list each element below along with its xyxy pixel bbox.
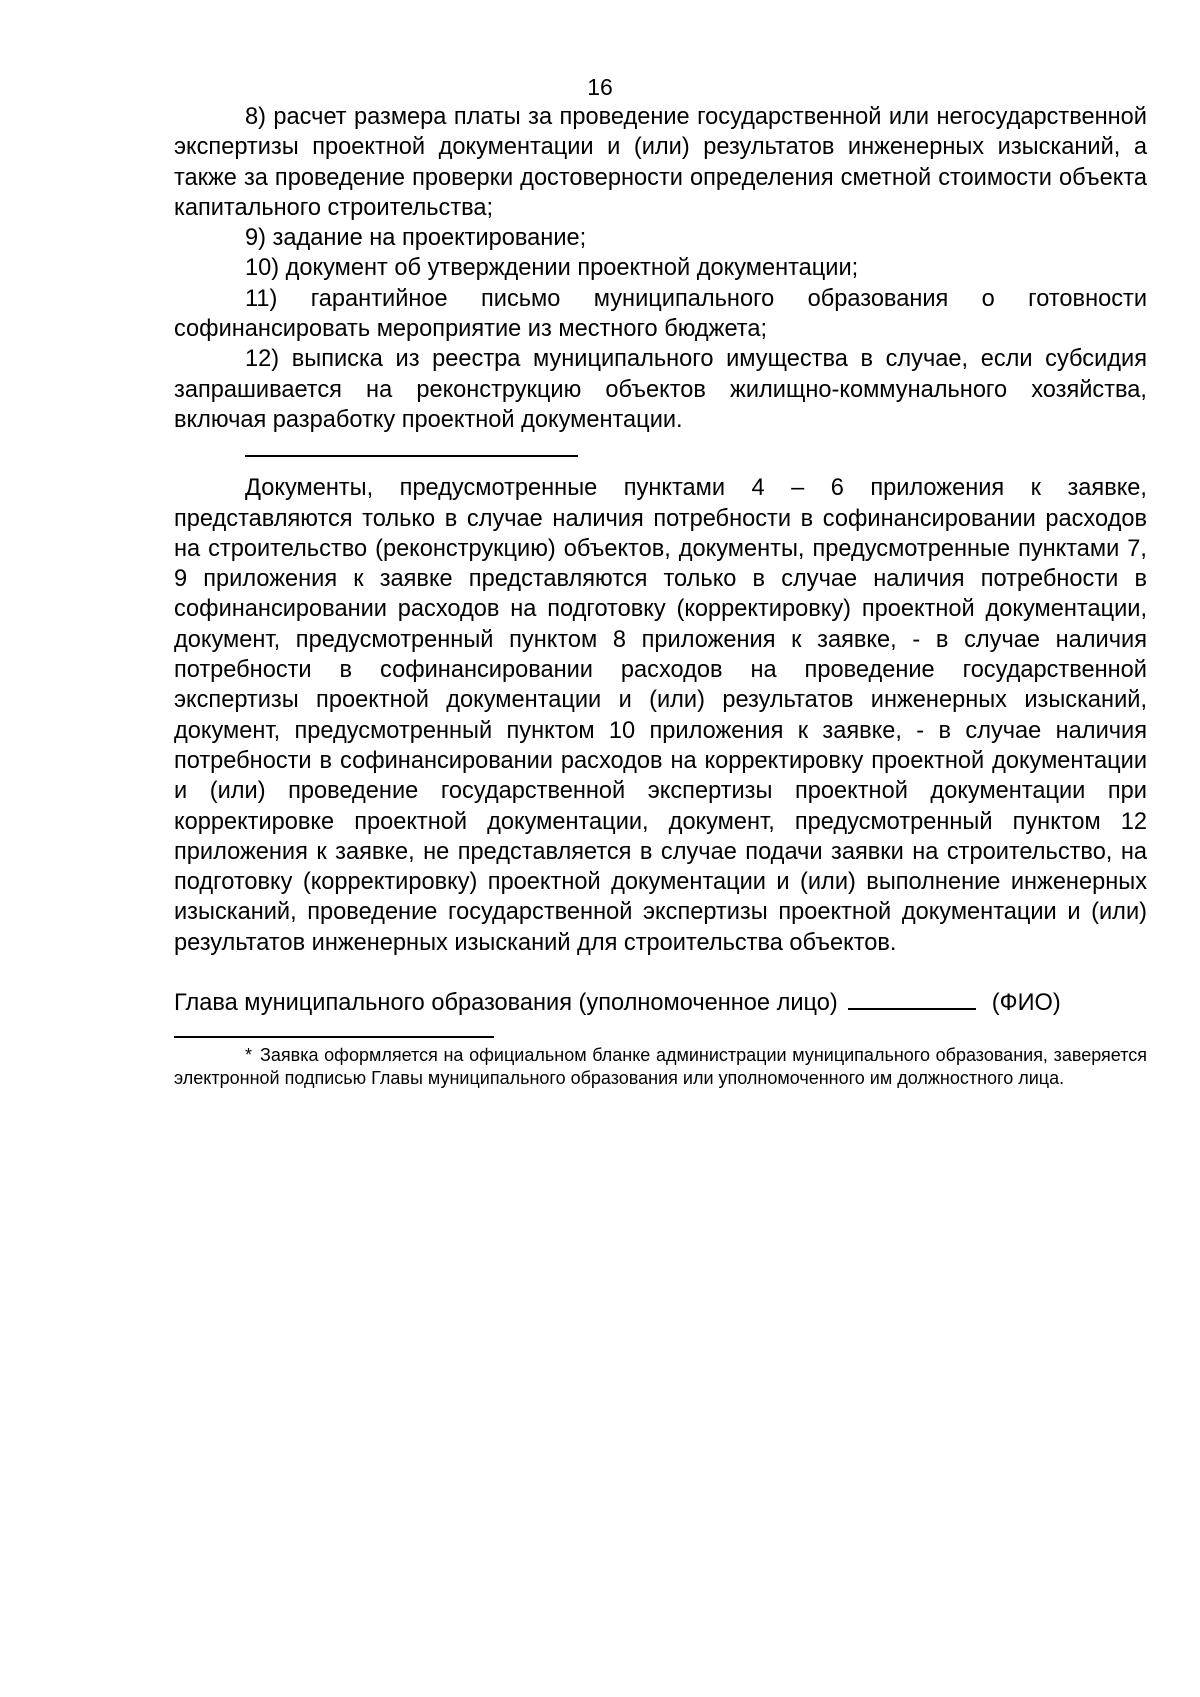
document-body	[174, 102, 1147, 1089]
footnote-separator	[174, 1036, 494, 1038]
list-item-10: 10) документ об утверждении проектной документации;	[245, 255, 859, 282]
signature-line	[174, 988, 1147, 1018]
footnote-text: Заявка оформляется на официальном бланке администрации муниципального образования, заверяется электронной подписью Главы муниципального образования или уполномоченного им должностного лица.	[174, 1045, 1147, 1088]
list-item-9: 9) задание на проектирование;	[245, 225, 587, 252]
signature-fio: (ФИО)	[991, 990, 1061, 1017]
footnote-mark: *	[245, 1045, 253, 1066]
list-item-11: 11) гарантийное письмо муниципального образования о готовности софинансировать мероприятие из местного бюджета;	[174, 285, 1147, 343]
signature-label: Глава муниципального образования (уполномоченное лицо)	[174, 990, 838, 1017]
footnote	[174, 1044, 1147, 1089]
signature-blank	[848, 988, 976, 1010]
page-number: 16	[587, 74, 613, 100]
note-paragraph: Документы, предусмотренные пунктами 4 – 6 приложения к заявке, представляются только в случае наличия потребности в софинансировании расходов на строительство (реконструкцию) объектов, документы, предусмотренные пунктами 7, 9 приложения к заявке представляются только в случае наличия потребности в софинансировании расходов на подготовку (корректировку) проектной документации, документ, предусмотренный пунктом 8 приложения к заявке, - в случае наличия потребности в софинансировании расходов на проведение государственной экспертизы проектной документации и (или) результатов инженерных изысканий, документ, предусмотренный пунктом 10 приложения к заявке, - в случае наличия потребности в софинансировании расходов на корректировку проектной документации и (или) проведение государственной экспертизы проектной документации при корректировке проектной документации, документ, предусмотренный пунктом 12 приложения к заявке, не представляется в случае подачи заявки на строительство, на подготовку (корректировку) проектной документации и (или) выполнение инженерных изысканий, проведение государственной экспертизы проектной документации и (или) результатов инженерных изысканий для строительства объектов.	[174, 475, 1147, 956]
list-item-12: 12) выписка из реестра муниципального имущества в случае, если субсидия запрашивается на реконструкцию объектов жилищно-коммунального хозяйства, включая разработку проектной документации.	[174, 346, 1147, 433]
section-separator	[245, 455, 578, 457]
list-item-8: 8) расчет размера платы за проведение государственной или негосударственной экспертизы проектной документации и (или) результатов инженерных изысканий, а также за проведение проверки достоверности определения сметной стоимости объекта капитального строительства;	[174, 104, 1147, 221]
